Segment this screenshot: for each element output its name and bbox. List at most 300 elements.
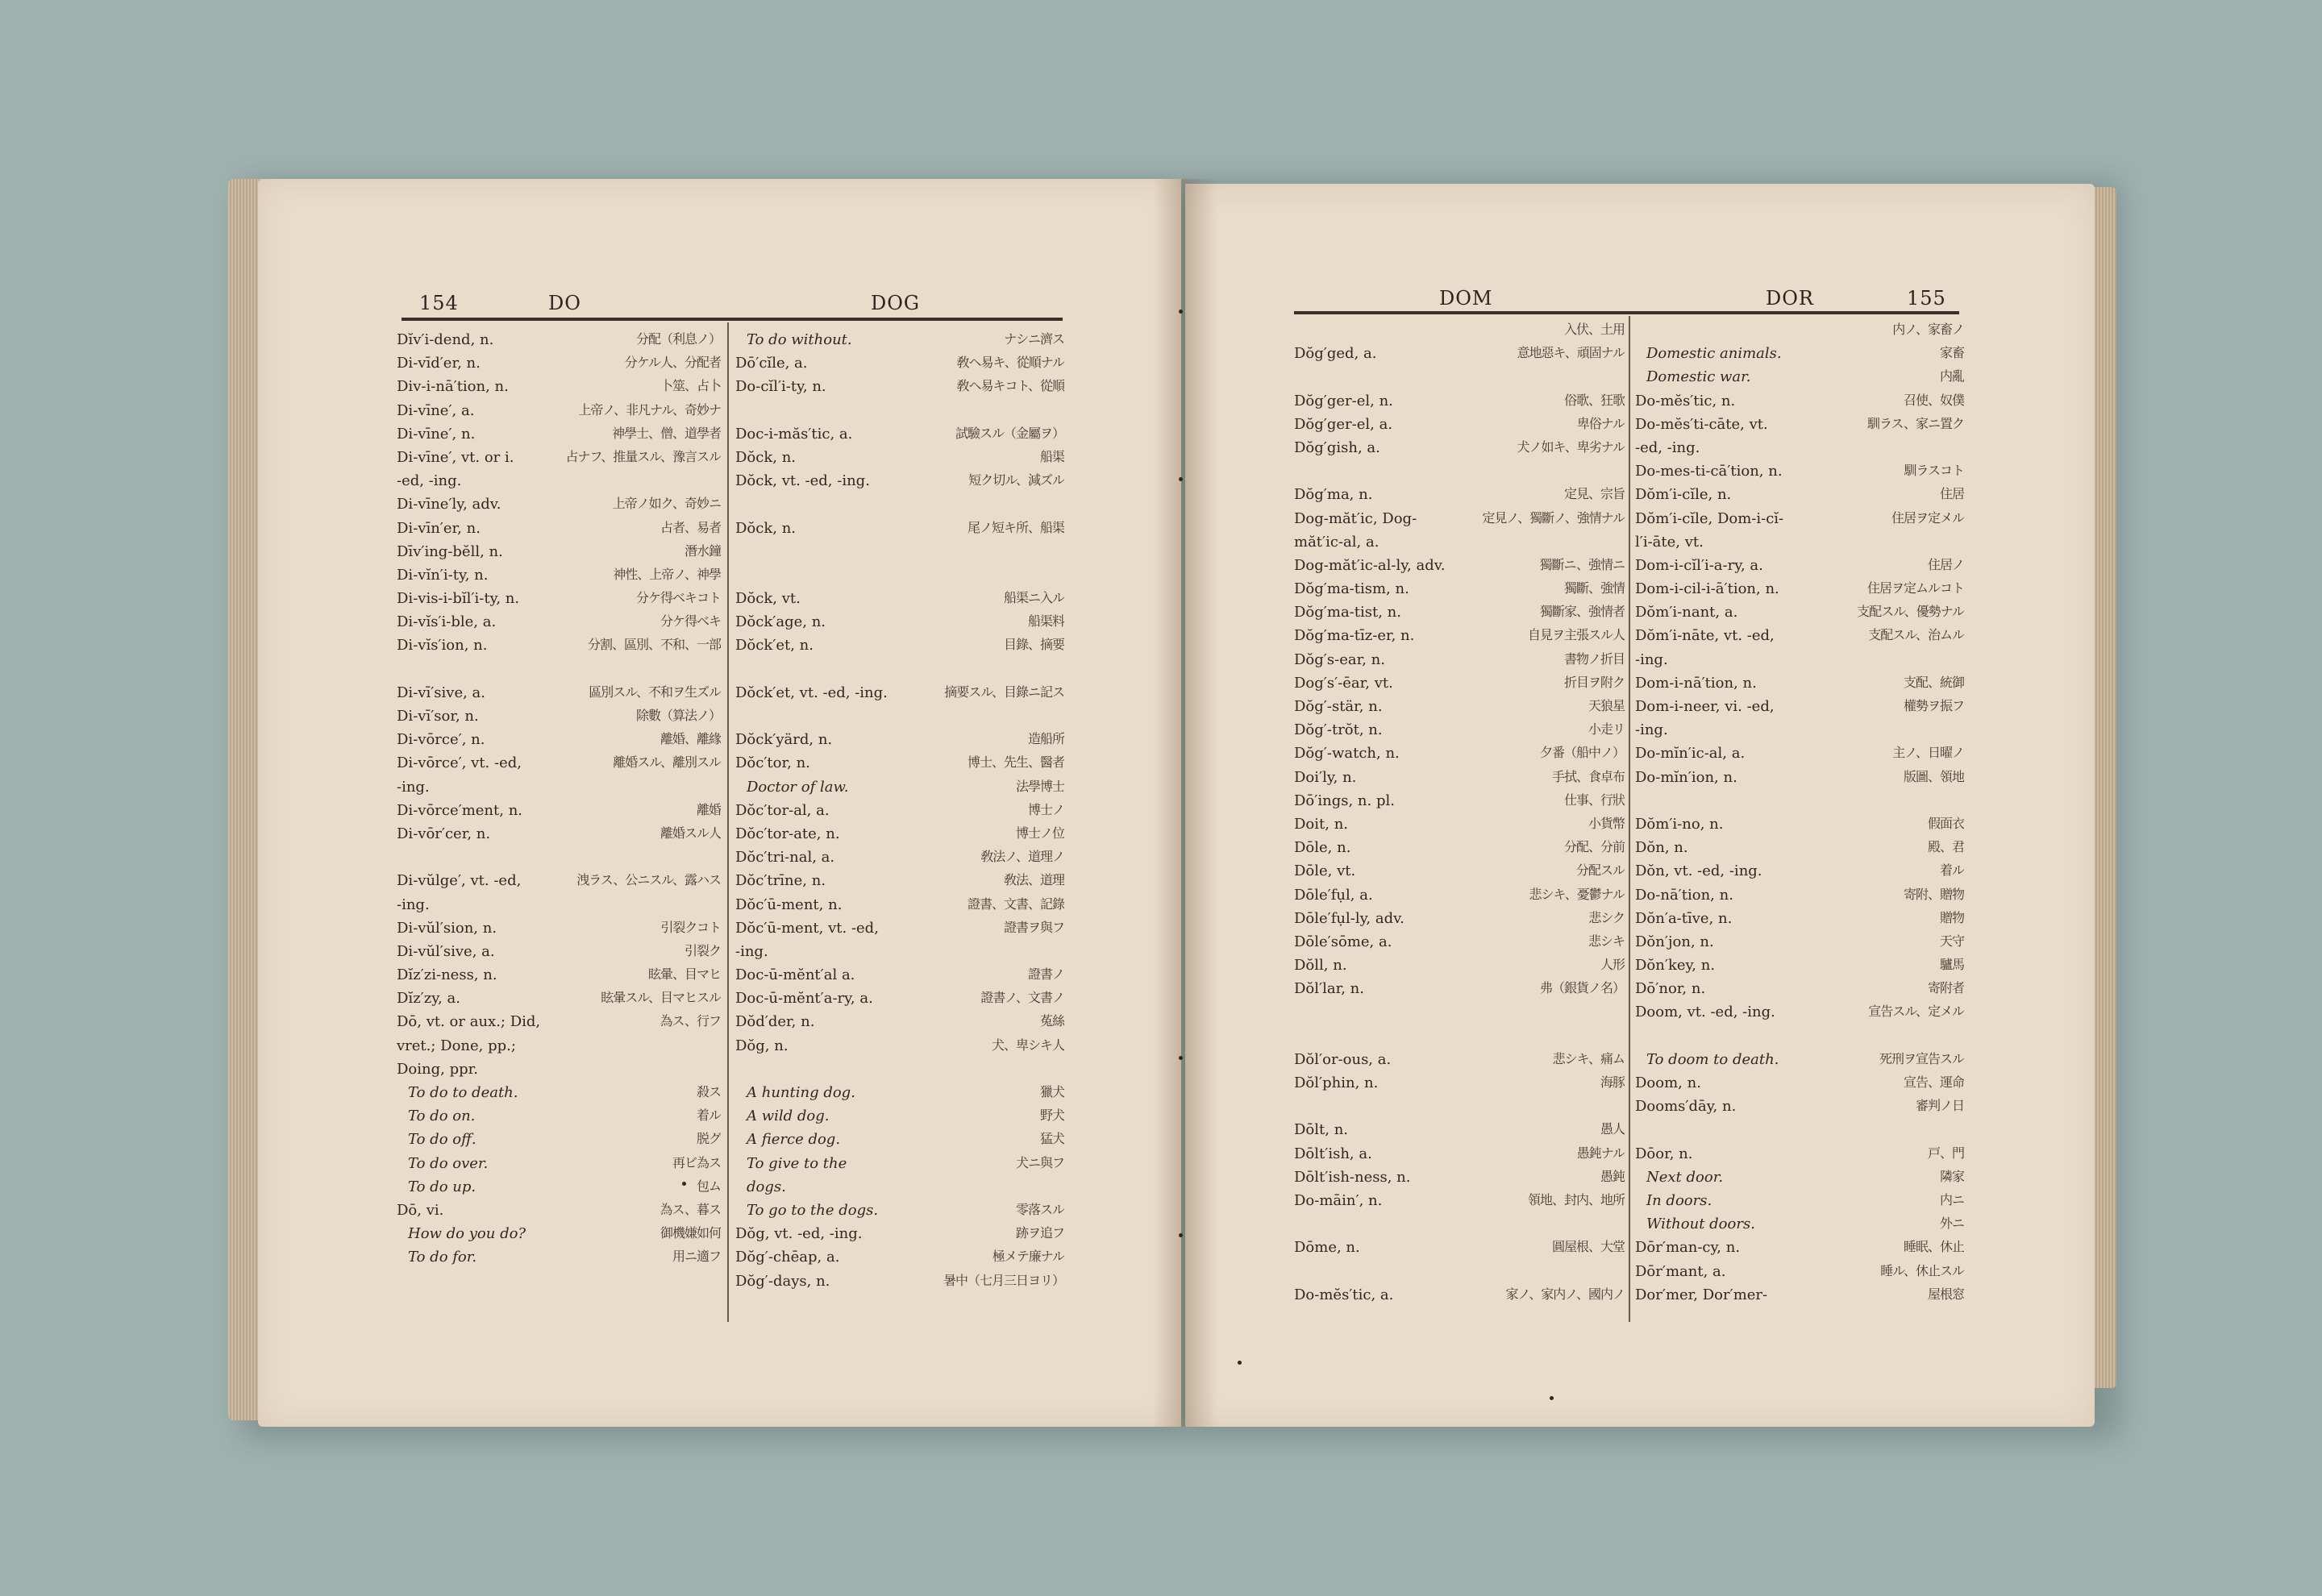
headword: Dŏg, n. [735,1037,789,1054]
headword: -ing. [735,943,768,960]
headword: Dŏg′s-ear, n. [1294,651,1385,668]
headword: How do you do? [408,1226,526,1243]
dictionary-entry [735,944,1064,967]
headword: Do-mĭn′ic-al, a. [1635,746,1746,763]
headword: Dŏg, vt. -ed, -ing. [735,1226,863,1243]
dictionary-entry [1294,793,1625,817]
dictionary-entry [1294,440,1625,463]
headword: Dŏck′yärd, n. [735,732,833,749]
headword: Dog′s′-ēar, vt. [1294,675,1393,692]
dictionary-entry [397,779,721,803]
dictionary-entry [1635,934,1964,958]
japanese-gloss: 弗（銀貨ノ名） [1539,981,1625,995]
headword: To do for. [408,1249,477,1266]
japanese-gloss: 跡ヲ追フ [1015,1226,1064,1241]
japanese-gloss: 分割、區別、不和、一部 [587,638,721,652]
headword: Dō, vi. [397,1202,444,1219]
japanese-gloss: 天狼星 [1588,699,1625,713]
japanese-gloss: 馴ラス、家ニ置ク [1866,416,1964,430]
japanese-gloss: 戸、門 [1927,1145,1964,1160]
japanese-gloss: 分ケル人、分配者 [624,355,721,370]
headword: Dŏg′gish, a. [1294,439,1380,456]
headword: Di-vōrce′, n. [397,732,485,749]
japanese-gloss: 暑中（七月三日ヨリ） [943,1273,1064,1287]
binding-stitch [1179,1056,1183,1060]
book-gutter [1153,179,1217,1427]
dictionary-entry [735,521,1064,544]
dictionary-entry [397,732,721,755]
headword: Dō′cĭle, a. [735,355,808,372]
japanese-gloss: 海豚 [1600,1075,1625,1089]
headword: -ed, -ing. [397,473,462,490]
headword: Dōme, n. [1294,1240,1360,1257]
japanese-gloss: 離婚、離緣 [660,732,721,746]
headword: To do on. [408,1108,476,1125]
japanese-gloss: 船渠料 [1027,614,1064,629]
japanese-gloss: 離婚 [696,802,721,817]
headword: Doc-i-măs′tic, a. [735,426,853,443]
dictionary-entry [397,473,721,497]
dictionary-entry [1635,770,1964,793]
dictionary-entry [1635,1170,1964,1193]
japanese-gloss: 支配スル、優勢ナル [1857,605,1964,619]
japanese-gloss: 敎法、道理 [1003,873,1064,887]
guide-word: DO [548,292,581,314]
dictionary-entry [397,426,721,450]
headword: Dŏck′age, n. [735,614,826,631]
headword: Dooms′dāy, n. [1635,1099,1737,1116]
japanese-gloss: 獨斷ニ、強情ニ [1539,557,1625,571]
headword: Dŏg′-stär, n. [1294,699,1383,715]
japanese-gloss: 卑俗ナル [1576,416,1625,430]
headword: Dŏm′i-nāte, vt. -ed, [1635,628,1775,645]
japanese-gloss: 屋根窓 [1927,1286,1964,1301]
headword: Dōle, vt. [1294,863,1356,880]
japanese-gloss: 睡眠、休止 [1903,1240,1964,1254]
dictionary-entry [1635,1004,1964,1028]
headword: A fierce dog. [747,1132,841,1149]
japanese-gloss: 敎ヘ易キ、從順ナル [956,355,1064,370]
japanese-gloss: 寄附者 [1927,981,1964,995]
dictionary-entry [1294,1216,1625,1240]
headword: Dŏn′jon, n. [1635,933,1714,950]
headword: Do-mes-ti-cā′tion, n. [1635,463,1783,480]
japanese-gloss: 支配、統御 [1903,675,1964,689]
japanese-gloss: 占ナフ、推量スル、豫言スル [565,449,721,463]
japanese-gloss: 審判ノ日 [1915,1099,1964,1113]
dictionary-entry [735,1179,1064,1203]
dictionary-entry [397,755,721,779]
dictionary-entry [397,991,721,1014]
headword: Di-vī′sive, a. [397,684,485,701]
dictionary-entry [1294,346,1625,369]
dictionary-entry [1635,463,1964,487]
japanese-gloss: 證書ヲ與フ [1003,920,1064,934]
dictionary-entry [1294,463,1625,487]
headword: Dŏl′phin, n. [1294,1075,1379,1091]
headword: Dŏg′ger-el, n. [1294,393,1393,409]
japanese-gloss: 獨斷、強情 [1563,581,1625,596]
dictionary-entry [1294,487,1625,510]
dictionary-entry [1635,393,1964,417]
headword: Dŏc′tor, n. [735,755,810,772]
headword: Dom-i-neer, vi. -ed, [1635,699,1775,715]
japanese-gloss: 愚人 [1600,1122,1625,1137]
japanese-gloss: 支配スル、治ムル [1868,628,1964,642]
headword: To doom to death. [1646,1051,1779,1068]
dictionary-entry [1294,605,1625,628]
dictionary-entry [397,1226,721,1249]
japanese-gloss: 為ス、暮ス [660,1202,721,1216]
dictionary-entry [735,755,1064,779]
binding-stitch [1179,477,1183,481]
headword: -ing. [397,779,430,796]
headword: Di-vŭl′sive, a. [397,943,495,960]
headword: Dŏm′i-nant, a. [1635,605,1738,621]
dictionary-entry [735,591,1064,614]
japanese-gloss: 死刑ヲ宣告スル [1879,1051,1964,1066]
dictionary-entry [1635,1029,1964,1052]
headword: Dŏg′ged, a. [1294,346,1377,363]
japanese-gloss: 着ル [696,1108,721,1123]
headword: Dō, vt. or aux.; Did, [397,1014,541,1031]
headword: Dō′ings, n. pl. [1294,792,1395,809]
japanese-gloss: 短ク切ル、減ズル [968,473,1064,488]
column-divider [1629,316,1630,1322]
dictionary-entry [1635,1122,1964,1145]
dictionary-entry [735,709,1064,732]
headword: Doit, n. [1294,816,1349,833]
dictionary-entry [1294,628,1625,651]
ink-speck [1238,1361,1242,1365]
dictionary-entry [1635,817,1964,840]
japanese-gloss: 殺ス [696,1085,721,1099]
japanese-gloss: 引裂クコト [660,920,721,934]
ink-speck [682,1182,686,1186]
headword: To do up. [408,1178,476,1195]
japanese-gloss: 宣告スル、定メル [1868,1004,1964,1019]
headword: Dĭz′zy, a. [397,991,460,1008]
japanese-gloss: 手拭、食卓布 [1551,769,1625,783]
headword: Dōlt′ish-ness, n. [1294,1169,1411,1186]
headword: Dĭz′zi-ness, n. [397,967,497,984]
guide-word: DOG [871,292,921,314]
headword: Dŏg′ma-tism, n. [1294,581,1409,598]
headword: Dŏck′et, vt. -ed, -ing. [735,684,888,701]
dictionary-entry [1294,840,1625,863]
japanese-gloss: 極メテ廉ナル [992,1249,1064,1264]
japanese-gloss: 主ノ、日曜ノ [1892,746,1964,760]
dictionary-entry [1635,863,1964,887]
japanese-gloss: 書物ノ折目 [1563,651,1625,666]
dictionary-entry [1294,770,1625,793]
headword: Dŏck, n. [735,520,797,537]
japanese-gloss: 悲シク [1588,910,1625,925]
japanese-gloss: 除數（算法ノ） [635,709,721,722]
japanese-gloss: 權勢ヲ振フ [1903,699,1964,713]
dictionary-entry [1635,699,1964,722]
japanese-gloss: 船渠ニ入ル [1003,591,1064,605]
japanese-gloss: 潛水鐘 [684,543,721,558]
headword: măt′ic-al, a. [1294,534,1379,551]
dictionary-entry [397,450,721,473]
headword: To do to death. [408,1085,518,1101]
japanese-gloss: 俗歌、狂歌 [1563,393,1625,407]
headword: Dom-i-cil-i-ā′tion, n. [1635,581,1779,598]
japanese-gloss: 目錄、摘要 [1003,638,1064,652]
japanese-gloss: 隣家 [1939,1169,1964,1183]
dictionary-entry [1294,1193,1625,1216]
dictionary-entry [1635,487,1964,510]
headword: Dŏc′tri-nal, a. [735,850,835,867]
japanese-gloss: 區別スル、不和ヲ生ズル [589,684,721,699]
dictionary-entry [1635,1240,1964,1263]
japanese-gloss: 博士、先生、醫者 [967,755,1064,770]
japanese-gloss: 悲シキ、憂鬱ナル [1529,887,1625,901]
japanese-gloss: 造船所 [1027,732,1064,746]
dictionary-entry [1294,1004,1625,1028]
dictionary-entry [1294,863,1625,887]
dictionary-entry [1294,1122,1625,1145]
dictionary-entry [397,614,721,638]
japanese-gloss: 自見ヲ主張スル人 [1527,628,1625,642]
headword: Dŏck, vt. -ed, -ing. [735,473,870,490]
japanese-gloss: ナシニ濟ス [1004,332,1064,346]
dictionary-entry [1635,558,1964,581]
japanese-gloss: 仕事、行狀 [1563,792,1625,807]
dictionary-entry [735,803,1064,826]
dictionary-entry [735,497,1064,520]
japanese-gloss: 神性、上帝ノ、神學 [613,567,721,581]
header-rule [402,318,1063,321]
ink-speck [1550,1396,1554,1400]
headword: Di-vĭn′i-ty, n. [397,567,489,584]
japanese-gloss: 御機嫌如何 [660,1226,721,1241]
dictionary-entry [1635,369,1964,393]
headword: Domestic animals. [1646,346,1782,363]
japanese-gloss: 折目ヲ附ク [1563,675,1625,689]
dictionary-entry [397,1249,721,1273]
headword: To give to the [747,1155,847,1172]
headword: Dŏck′et, n. [735,638,814,655]
dictionary-entry [1294,675,1625,699]
headword: Dŏm′i-no, n. [1635,816,1724,833]
japanese-gloss: 犬、卑シキ人 [991,1037,1064,1052]
dictionary-entry [397,1038,721,1062]
japanese-gloss: 眩暈スル、目マヒスル [601,991,721,1005]
headword: Do-nā′tion, n. [1635,887,1733,904]
japanese-gloss: 猛犬 [1039,1132,1064,1146]
dictionary-entry [735,967,1064,991]
headword: Next door. [1646,1169,1724,1186]
headword: Dōlt, n. [1294,1122,1349,1139]
japanese-gloss: 住居ヲ定メル [1891,510,1964,525]
japanese-gloss: 住居ヲ定ムルコト [1866,581,1964,596]
japanese-gloss: 分配、分前 [1563,840,1625,854]
dictionary-entry [1294,1052,1625,1075]
headword: vret.; Done, pp.; [397,1037,516,1054]
dictionary-entry [1294,417,1625,440]
headword: Di-vī′sor, n. [397,709,479,725]
japanese-gloss: 法學博士 [1015,779,1064,793]
right-column-2 [1635,322,1964,1311]
japanese-gloss: 殿、君 [1927,840,1964,854]
headword: To do without. [747,332,852,348]
japanese-gloss: 敎法ノ、道理ノ [980,850,1064,864]
dictionary-entry [735,921,1064,944]
dictionary-entry [1635,1287,1964,1311]
japanese-gloss: 夕番（船中ノ） [1539,746,1625,760]
headword: Do-mĕs′tic, n. [1635,393,1736,409]
dictionary-entry [1635,1052,1964,1075]
dictionary-entry [1635,1216,1964,1240]
japanese-gloss: 占者、易者 [660,520,721,534]
japanese-gloss: 贈物 [1939,910,1964,925]
japanese-gloss: 犬ニ與フ [1015,1155,1064,1170]
column-divider [727,322,729,1322]
dictionary-entry [1294,534,1625,558]
japanese-gloss: 洩ラス、公ニスル、露ハス [576,873,721,887]
headword: A hunting dog. [747,1085,855,1101]
dictionary-entry [735,567,1064,591]
dictionary-entry [1294,581,1625,605]
japanese-gloss: 脱グ [696,1132,721,1146]
japanese-gloss: 圓屋根、大堂 [1551,1240,1625,1254]
headword: Dog-măt′ic-al-ly, adv. [1294,557,1446,574]
headword: Dō′nor, n. [1635,981,1706,998]
headword: Di-vĭs′i-ble, a. [397,614,497,631]
headword: Di-vŭlge′, vt. -ed, [397,873,522,890]
dictionary-entry [1294,652,1625,675]
dictionary-entry [735,379,1064,402]
dictionary-entry [1635,981,1964,1004]
dictionary-entry [735,1014,1064,1037]
headword: Doc-ū-mĕnt′a-ry, a. [735,991,873,1008]
japanese-gloss: 試驗スル（金屬ヲ） [955,426,1064,440]
dictionary-entry [1294,722,1625,746]
dictionary-entry [735,850,1064,873]
japanese-gloss: 意地惡キ、頑固ナル [1517,346,1625,360]
headword: Dom-i-nā′tion, n. [1635,675,1757,692]
dictionary-entry [735,779,1064,803]
page-number: 155 [1907,287,1946,310]
dictionary-entry [735,1108,1064,1132]
headword: In doors. [1646,1192,1712,1209]
japanese-gloss: 再ビ為ス [672,1155,721,1170]
dictionary-entry [735,1203,1064,1226]
dictionary-entry [1635,1193,1964,1216]
headword: Dŏg′-watch, n. [1294,746,1400,763]
headword: Di-vŭl′sion, n. [397,920,497,937]
dictionary-entry [1635,628,1964,651]
dictionary-entry [1635,958,1964,981]
dictionary-entry [735,826,1064,850]
japanese-gloss: 悲シキ、痛ム [1552,1051,1625,1066]
headword: Di-vīne′, vt. or i. [397,449,514,466]
japanese-gloss: 宣告、運命 [1903,1075,1964,1089]
dictionary-entry [397,944,721,967]
dictionary-entry [735,685,1064,709]
dictionary-entry [1294,958,1625,981]
headword: Dŏck, n. [735,449,797,466]
japanese-gloss: 獵犬 [1039,1085,1064,1099]
japanese-gloss: 假面衣 [1927,816,1964,830]
dictionary-entry [1635,1146,1964,1170]
headword: Di-vōr′cer, n. [397,825,491,842]
japanese-gloss: 家ノ、家内ノ、國内ノ [1505,1286,1625,1301]
dictionary-entry [1294,934,1625,958]
headword: Di-vĭs′ion, n. [397,638,488,655]
dictionary-entry [397,685,721,709]
dictionary-entry [397,379,721,402]
headword: dogs. [747,1178,786,1195]
headword: Do-mĕs′tic, a. [1294,1286,1394,1303]
japanese-gloss: 離婚スル人 [660,825,721,840]
headword: Dŏc′ū-ment, vt. -ed, [735,920,879,937]
japanese-gloss: 野犬 [1039,1108,1064,1123]
dictionary-entry [397,897,721,921]
headword: Domestic war. [1646,369,1751,386]
dictionary-entry [1635,1099,1964,1122]
binding-stitch [1179,1233,1183,1237]
guide-word: DOR [1766,287,1814,310]
dictionary-entry [397,803,721,826]
dictionary-entry [735,1132,1064,1155]
japanese-gloss: 小走リ [1588,722,1625,737]
japanese-gloss: 悲シキ [1588,933,1625,948]
japanese-gloss: 菟絲 [1039,1014,1064,1029]
japanese-gloss: 人形 [1600,958,1625,972]
dictionary-entry [735,1226,1064,1249]
japanese-gloss: 馴ラスコト [1904,463,1964,478]
headword: Dom-i-cĭl′i-a-ry, a. [1635,557,1763,574]
dictionary-entry [735,1249,1064,1273]
headword: Dŏc′tor-al, a. [735,802,830,819]
headword: Dŏll, n. [1294,958,1347,975]
headword: Dŏn, n. [1635,840,1688,857]
dictionary-entry [735,1062,1064,1085]
dictionary-entry [1294,981,1625,1004]
japanese-gloss: 零落スル [1015,1202,1064,1216]
dictionary-entry [397,662,721,685]
headword: Dŏn′key, n. [1635,958,1716,975]
dictionary-entry [735,355,1064,379]
japanese-gloss: 離婚スル、離別スル [613,755,721,770]
dictionary-entry [735,1274,1064,1297]
headword: Dŏg′-chēap, a. [735,1249,840,1266]
headword: Di-vōrce′ment, n. [397,802,523,819]
dictionary-entry [1294,1099,1625,1122]
japanese-gloss: 内ニ [1939,1192,1964,1207]
headword: Dŏm′i-cĭle, n. [1635,487,1732,504]
headword: Dŏg′ma, n. [1294,487,1373,504]
japanese-gloss: 博士ノ [1027,802,1064,817]
dictionary-entry [735,332,1064,355]
dictionary-entry [1294,1264,1625,1287]
dictionary-entry [1294,369,1625,393]
dictionary-entry [397,921,721,944]
japanese-gloss: 博士ノ位 [1015,825,1064,840]
dictionary-entry [735,732,1064,755]
dictionary-entry [397,1179,721,1203]
headword: Doing, ppr. [397,1061,478,1078]
japanese-gloss: 用ニ適フ [672,1249,721,1264]
dictionary-entry [397,850,721,873]
right-column-1 [1294,322,1625,1311]
dictionary-entry [1635,722,1964,746]
japanese-gloss: 獨斷家、強情者 [1539,605,1625,619]
dictionary-entry [1294,322,1625,346]
